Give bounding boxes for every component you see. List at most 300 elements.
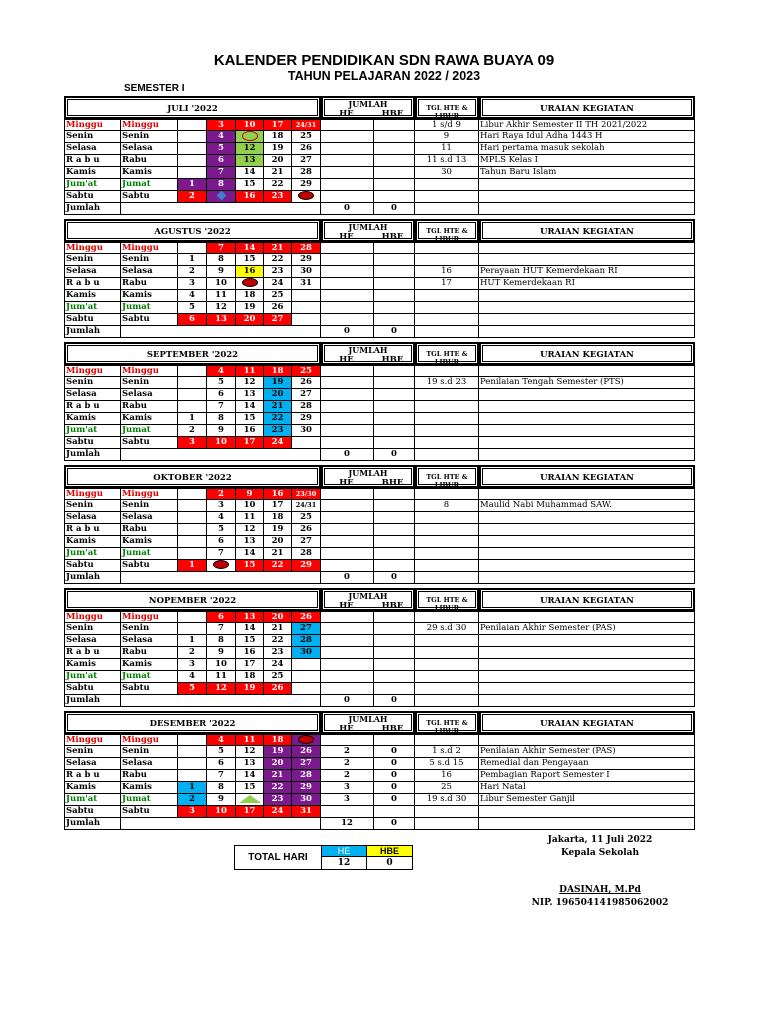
table-row [64,425,694,437]
hbe-cell [374,278,415,290]
date-cell: 28 [292,548,321,560]
he-cell [321,524,374,536]
tgl-cell [415,179,479,191]
uraian-cell [479,512,695,524]
uraian-cell: Pembagian Raport Semester I [479,770,695,782]
date-cell: 8 [207,254,236,266]
date-cell [178,623,207,635]
date-cell: 7 [207,167,236,179]
date-cell: 4 [207,512,236,524]
date-cell: 27 [292,758,321,770]
he-cell: 2 [321,770,374,782]
table-row [64,671,694,683]
date-cell: 22 [264,560,292,572]
date-cell: 11 [236,512,264,524]
table-row [64,488,694,500]
tgl-cell: 5 s.d 15 [415,758,479,770]
uraian-cell [479,524,695,536]
hbe-cell [374,155,415,167]
table-row [64,794,694,806]
day-name: Jum'at [64,794,121,806]
holiday-ellipse-icon [213,560,229,569]
date-cell: 12 [236,524,264,536]
month-title-box [64,219,321,242]
date-cell [236,131,264,143]
total-hbe-value: 0 [367,857,413,870]
semester-label: SEMESTER I [124,83,185,94]
date-cell: 20 [264,536,292,548]
date-cell [178,131,207,143]
day-name-alt: Rabu [121,770,178,782]
date-cell: 29 [292,413,321,425]
date-cell: 10 [207,278,236,290]
uraian-header: URAIAN KEGIATAN [540,350,634,360]
he-header: HE [339,724,354,734]
date-cell: 20 [264,389,292,401]
date-cell: 7 [207,623,236,635]
date-cell: 13 [236,155,264,167]
uraian-cell [479,659,695,671]
uraian-cell: Tahun Baru Islam [479,167,695,179]
date-cell: 19 [264,377,292,389]
date-cell: 19 [264,746,292,758]
day-name-alt: Jumat [121,302,178,314]
uraian-header: URAIAN KEGIATAN [540,473,634,483]
hbe-cell: 0 [374,746,415,758]
jumlah-label: JUMLAH [348,591,388,601]
day-name: Jum'at [64,179,121,191]
hbe-cell [374,401,415,413]
jumlah-label: JUMLAH [348,714,388,724]
date-cell: 24/31 [292,500,321,512]
date-cell: 7 [207,548,236,560]
month-name: JULI '2022 [167,104,218,114]
jumlah-row [64,818,694,830]
tgl-header: TGL HTE & LIBUR [426,227,468,243]
date-cell: 12 [207,302,236,314]
day-name: Jum'at [64,425,121,437]
jumlah-hbe: 0 [374,695,415,707]
uraian-cell [479,254,695,266]
hbe-cell: 0 [374,782,415,794]
day-name-alt: Jumat [121,179,178,191]
month-name: SEPTEMBER '2022 [146,350,239,360]
tgl-header-box [415,96,479,119]
date-cell: 26 [292,143,321,155]
date-cell: 20 [264,155,292,167]
jumlah-uraian-empty [479,449,695,461]
table-row [64,560,694,572]
he-cell [321,191,374,203]
month-name: OKTOBER '2022 [153,473,232,483]
he-cell [321,413,374,425]
day-name: R a b u [64,647,121,659]
tgl-cell [415,512,479,524]
uraian-cell: Hari Natal [479,782,695,794]
total-hari-label: TOTAL HARI [234,845,322,870]
date-cell: 2 [178,191,207,203]
date-cell: 31 [292,278,321,290]
date-cell: 23/30 [292,488,321,500]
date-cell [292,302,321,314]
hbe-cell [374,266,415,278]
date-cell: 21 [264,623,292,635]
uraian-cell [479,560,695,572]
date-cell: 18 [264,512,292,524]
event-ellipse-icon [242,131,258,141]
tgl-cell: 9 [415,131,479,143]
date-cell: 22 [264,413,292,425]
tgl-cell [415,671,479,683]
date-cell: 26 [292,611,321,623]
hbe-cell [374,167,415,179]
jumlah-label: JUMLAH [348,345,388,355]
date-cell: 4 [207,734,236,746]
day-name: Selasa [64,143,121,155]
jumlah-header-box [321,711,415,734]
date-cell: 20 [236,314,264,326]
he-cell [321,155,374,167]
hbe-cell: 0 [374,758,415,770]
date-cell: 2 [207,488,236,500]
day-name: Sabtu [64,437,121,449]
total-he-value: 12 [322,857,367,870]
date-cell: 17 [236,659,264,671]
date-cell: 13 [236,536,264,548]
jumlah-label: JUMLAH [348,222,388,232]
tgl-cell [415,683,479,695]
uraian-cell [479,401,695,413]
table-row [64,242,694,254]
date-cell: 6 [207,389,236,401]
month-name: AGUSTUS '2022 [154,227,231,237]
tgl-header: TGL HTE & LIBUR [426,596,468,612]
day-name: Sabtu [64,560,121,572]
month-name: DESEMBER '2022 [149,719,236,729]
day-name: Minggu [64,242,121,254]
day-name-alt: Selasa [121,758,178,770]
date-cell [178,770,207,782]
jumlah-row [64,572,694,584]
jumlah-row [64,449,694,461]
table-row [64,155,694,167]
day-name: R a b u [64,401,121,413]
uraian-cell [479,314,695,326]
he-cell [321,290,374,302]
day-name-alt: Senin [121,131,178,143]
day-name: Senin [64,746,121,758]
date-cell: 9 [236,488,264,500]
table-row [64,647,694,659]
uraian-cell [479,647,695,659]
uraian-cell [479,635,695,647]
date-cell: 13 [236,611,264,623]
date-cell: 21 [264,770,292,782]
date-cell: 5 [207,377,236,389]
tgl-cell: 11 [415,143,479,155]
date-cell: 8 [207,179,236,191]
date-cell: 14 [236,401,264,413]
tgl-cell [415,242,479,254]
date-cell: 5 [178,683,207,695]
date-cell: 21 [264,548,292,560]
day-name-alt: Jumat [121,794,178,806]
table-row [64,389,694,401]
date-cell: 18 [264,131,292,143]
date-cell: 23 [264,647,292,659]
hbe-cell [374,560,415,572]
date-cell: 16 [236,191,264,203]
tgl-cell: 19 s.d 30 [415,794,479,806]
day-name-alt: Sabtu [121,683,178,695]
uraian-cell: Penilaian Tengah Semester (PTS) [479,377,695,389]
jumlah-he: 0 [321,695,374,707]
date-cell: 30 [292,425,321,437]
date-cell: 17 [264,119,292,131]
jumlah-uraian-empty [479,203,695,215]
uraian-cell: Hari Raya Idul Adha 1443 H [479,131,695,143]
date-cell [178,119,207,131]
tgl-header: TGL HTE & LIBUR [426,104,468,120]
diamond-icon [216,191,226,200]
date-cell: 2 [178,266,207,278]
day-name-alt: Minggu [121,611,178,623]
tgl-cell [415,488,479,500]
date-cell: 15 [236,560,264,572]
table-row [64,683,694,695]
hbe-cell [374,290,415,302]
month-header [64,219,694,242]
date-cell: 1 [178,413,207,425]
tgl-cell [415,413,479,425]
date-cell [178,401,207,413]
page-subtitle: TAHUN PELAJARAN 2022 / 2023 [287,69,481,83]
hbe-cell [374,191,415,203]
date-cell: 6 [207,611,236,623]
date-cell: 24 [264,278,292,290]
day-name-alt: Senin [121,500,178,512]
table-row [64,278,694,290]
date-cell: 9 [207,266,236,278]
month-block [64,588,694,711]
jumlah-he: 0 [321,326,374,338]
day-name: Sabtu [64,806,121,818]
hbe-header: HBE [381,724,404,734]
date-cell [178,167,207,179]
jumlah-spacer [121,818,321,830]
date-cell: 24 [264,437,292,449]
date-cell [178,548,207,560]
tgl-cell: 8 [415,500,479,512]
tgl-cell [415,536,479,548]
uraian-cell [479,413,695,425]
tgl-cell [415,425,479,437]
table-row [64,365,694,377]
he-cell [321,179,374,191]
day-name-alt: Senin [121,254,178,266]
date-cell: 27 [292,389,321,401]
date-cell [178,524,207,536]
date-cell: 16 [236,647,264,659]
day-name-alt: Rabu [121,278,178,290]
table-row [64,758,694,770]
tgl-cell: 25 [415,782,479,794]
he-cell [321,425,374,437]
date-cell [178,365,207,377]
date-cell: 8 [207,635,236,647]
date-cell: 9 [207,425,236,437]
table-row [64,119,694,131]
day-name: Minggu [64,119,121,131]
tgl-header: TGL HTE & LIBUR [426,719,468,735]
jumlah-tgl-empty [415,572,479,584]
day-name: Selasa [64,635,121,647]
uraian-header: URAIAN KEGIATAN [540,596,634,606]
date-cell: 25 [264,671,292,683]
he-header: HE [339,601,354,611]
date-cell: 6 [207,536,236,548]
day-name-alt: Senin [121,746,178,758]
day-name-alt: Sabtu [121,806,178,818]
date-cell [292,734,321,746]
tgl-cell: 16 [415,266,479,278]
date-cell: 26 [292,746,321,758]
table-row [64,131,694,143]
jumlah-header-box [321,342,415,365]
date-cell: 15 [236,782,264,794]
he-cell [321,131,374,143]
tgl-cell: 30 [415,167,479,179]
date-cell: 18 [236,290,264,302]
date-cell: 30 [292,647,321,659]
hbe-cell [374,413,415,425]
date-cell: 14 [236,770,264,782]
uraian-header-box [479,342,695,365]
day-name: Kamis [64,413,121,425]
jumlah-he: 0 [321,572,374,584]
jumlah-row [64,695,694,707]
date-cell: 1 [178,179,207,191]
hbe-header: HBE [381,232,404,242]
month-header [64,588,694,611]
tgl-cell [415,560,479,572]
tgl-header: TGL HTE & LIBUR [426,350,468,366]
jumlah-label: Jumlah [64,572,121,584]
table-row [64,437,694,449]
day-name-alt: Kamis [121,167,178,179]
day-name-alt: Sabtu [121,560,178,572]
he-cell [321,512,374,524]
hbe-cell [374,377,415,389]
date-cell [178,611,207,623]
date-cell: 12 [236,377,264,389]
date-cell: 31 [292,806,321,818]
date-cell: 9 [207,647,236,659]
holiday-ellipse-icon [242,278,258,287]
day-name: R a b u [64,770,121,782]
month-header [64,96,694,119]
date-cell [178,377,207,389]
date-cell: 22 [264,782,292,794]
uraian-cell: Penilaian Akhir Semester (PAS) [479,623,695,635]
day-name: Senin [64,377,121,389]
day-name-alt: Rabu [121,401,178,413]
date-cell: 26 [264,683,292,695]
month-title-box [64,711,321,734]
table-row [64,290,694,302]
he-cell [321,389,374,401]
table-row [64,548,694,560]
uraian-cell [479,179,695,191]
table-row [64,302,694,314]
day-name: Sabtu [64,314,121,326]
tgl-cell: 29 s.d 30 [415,623,479,635]
he-cell [321,314,374,326]
jumlah-label: Jumlah [64,818,121,830]
uraian-header-box [479,96,695,119]
day-name: Minggu [64,734,121,746]
day-name: Sabtu [64,683,121,695]
day-name: Minggu [64,365,121,377]
date-cell: 24 [264,659,292,671]
day-name-alt: Kamis [121,536,178,548]
jumlah-uraian-empty [479,818,695,830]
date-cell: 25 [292,131,321,143]
date-cell: 5 [207,143,236,155]
he-cell: 2 [321,746,374,758]
jumlah-hbe: 0 [374,326,415,338]
day-name: Selasa [64,389,121,401]
he-cell [321,500,374,512]
date-cell: 22 [264,254,292,266]
he-cell [321,623,374,635]
tgl-cell [415,659,479,671]
date-cell: 5 [207,746,236,758]
jumlah-row [64,326,694,338]
jumlah-header-box [321,96,415,119]
jumlah-spacer [121,449,321,461]
tgl-cell [415,302,479,314]
date-cell [178,488,207,500]
date-cell: 15 [236,179,264,191]
date-cell: 26 [264,302,292,314]
he-cell [321,659,374,671]
tgl-cell [415,635,479,647]
uraian-cell: Libur Akhir Semester II TH 2021/2022 [479,119,695,131]
table-row [64,611,694,623]
uraian-header: URAIAN KEGIATAN [540,227,634,237]
day-name: Minggu [64,611,121,623]
day-name: Senin [64,623,121,635]
he-cell [321,365,374,377]
hbe-cell [374,425,415,437]
page-title: KALENDER PENDIDIKAN SDN RAWA BUAYA 09 [213,52,555,69]
table-row [64,524,694,536]
date-cell: 3 [178,806,207,818]
date-cell: 3 [178,437,207,449]
uraian-cell [479,425,695,437]
signature-block [520,835,680,911]
tgl-cell [415,365,479,377]
tgl-cell [415,548,479,560]
date-cell: 29 [292,179,321,191]
uraian-cell [479,365,695,377]
table-row [64,623,694,635]
jumlah-tgl-empty [415,818,479,830]
date-cell [292,191,321,203]
jumlah-spacer [121,326,321,338]
date-cell [178,734,207,746]
